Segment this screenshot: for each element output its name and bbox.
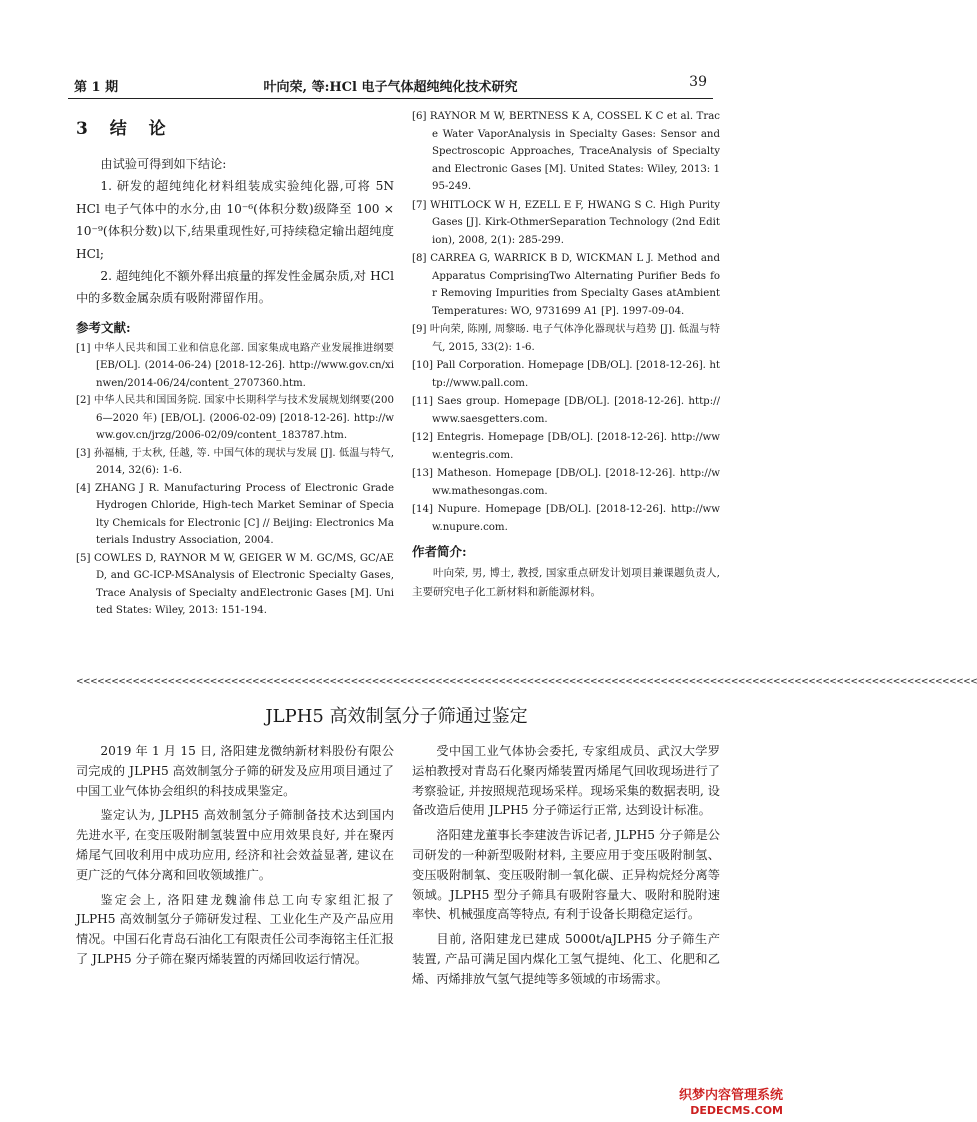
reference-item: [10] Pall Corporation. Homepage [DB/OL]. [2018-12-26]. http://www.pall.com.: [412, 360, 720, 389]
news-paragraph: 鉴定会上, 洛阳建龙魏渝伟总工向专家组汇报了 JLPH5 高效制氢分子筛研发过程、工业化生产及产品应用情况。中国石化青岛石油化工有限责任公司李海铭主任汇报了 JLPH5 分子筛在聚丙烯装置的丙烯回收运行情况。: [76, 892, 394, 966]
author-title: 作者简介:: [412, 544, 467, 559]
watermark-line-1: 织梦内容管理系统: [678, 1088, 783, 1103]
reference-item: [4] ZHANG J R. Manufacturing Process of Electronic Grade Hydrogen Chloride, High-tech Market Seminar of Specialty Chemicals for Electronic [C] // Beijing: Electronics Materials Industry Association, 2004.: [76, 482, 394, 547]
running-header: [68, 74, 713, 99]
conclusion-intro: 由试验可得到如下结论:: [100, 157, 227, 171]
news-paragraph: 目前, 洛阳建龙已建成 5000t/aJLPH5 分子筛生产装置, 产品可满足国内煤化工氢气提纯、化工、化肥和乙烯、丙烯排放气氢气提纯等多领域的市场需求。: [412, 932, 720, 986]
reference-item: [13] Matheson. Homepage [DB/OL]. [2018-12-26]. http://www.mathesongas.com.: [412, 468, 720, 497]
watermark-line-2: DEDECMS.COM: [690, 1104, 783, 1117]
reference-item: [1] 中华人民共和国工业和信息化部. 国家集成电路产业发展推进纲要 [EB/OL]. (2014-06-24) [2018-12-26]. http://www.gov.cn/xinwen/2014-06/24/content_2707360.htm.: [76, 342, 394, 389]
watermark-logo: [679, 1088, 783, 1118]
author-bio: 叶向荣, 男, 博士, 教授, 国家重点研发计划项目兼课题负责人, 主要研究电子化工新材料和新能源材料。: [412, 567, 720, 598]
reference-item: [12] Entegris. Homepage [DB/OL]. [2018-12-26]. http://www.entegris.com.: [412, 432, 720, 461]
reference-item: [2] 中华人民共和国国务院. 国家中长期科学与技术发展规划纲要(2006—2020 年) [EB/OL]. (2006-02-09) [2018-12-26]. http://www.gov.cn/jrzg/2006-02/09/content_183787.htm.: [76, 395, 394, 442]
news-paragraph: 鉴定认为, JLPH5 高效制氢分子筛制备技术达到国内先进水平, 在变压吸附制氢装置中应用效果良好, 并在聚丙烯尾气回收利用中成功应用, 经济和社会效益显著, 建议在更广泛的气体分离和回收领域推广。: [76, 808, 394, 882]
reference-item: [9] 叶向荣, 陈刚, 周黎旸. 电子气体净化器现状与趋势 [J]. 低温与特气, 2015, 33(2): 1-6.: [412, 324, 720, 353]
running-title: 叶向荣, 等:HCl 电子气体超纯纯化技术研究: [263, 80, 518, 95]
reference-item: [7] WHITLOCK W H, EZELL E F, HWANG S C. High Purity Gases [J]. Kirk-OthmerSeparation Technology (2nd Edition), 2008, 2(1): 285-299.: [412, 199, 720, 246]
conclusion-item-1: 1. 研发的超纯纯化材料组装成实验纯化器,可将 5N HCl 电子气体中的水分,由 10⁻⁶(体积分数)级降至 100 × 10⁻⁹(体积分数)以下,结果重现性好,可持续稳定输出超纯度 HCl;: [76, 179, 394, 261]
reference-item: [6] RAYNOR M W, BERTNESS K A, COSSEL K C et al. Trace Water VaporAnalysis in Specialty Gases: Sensor and Spectroscopic Approaches, TraceAnalysis of Specialty and Electronic Gases [M]. United States: Wiley, 2013: 195-249.: [412, 111, 720, 192]
news-paragraph: 受中国工业气体协会委托, 专家组成员、武汉大学罗运柏教授对青岛石化聚丙烯装置丙烯尾气回收现场进行了考察验证, 并按照规范现场采样。现场采集的数据表明, 设备改造后使用 JLPH5 分子筛运行正常, 达到设计标准。: [412, 744, 720, 818]
reference-item: [8] CARREA G, WARRICK B D, WICKMAN L J. Method and Apparatus ComprisingTwo Alternating Purifier Beds for Removing Impurities from Specialty Gases atAmbient Temperatures: WO, 9731699 A1 [P]. 1997-09-04.: [412, 253, 720, 317]
news-title: JLPH5 高效制氢分子筛通过鉴定: [265, 706, 528, 727]
page-number: 39: [689, 74, 707, 90]
reference-item: [11] Saes group. Homepage [DB/OL]. [2018-12-26]. http://www.saesgetters.com.: [412, 396, 720, 425]
news-left-column: [76, 742, 394, 975]
section-heading: 3 结 论: [76, 119, 174, 139]
news-right-column: [412, 742, 720, 995]
reference-item: [5] COWLES D, RAYNOR M W, GEIGER W M. GC/MS, GC/AED, and GC-ICP-MSAnalysis of Electronic Specialty Gases, Trace Analysis of Specialty andElectronic Gases [M]. United States: Wiley, 2013: 151-194.: [76, 552, 394, 617]
issue-label: 第 1 期: [74, 80, 119, 95]
news-paragraph: 2019 年 1 月 15 日, 洛阳建龙微纳新材料股份有限公司完成的 JLPH5 高效制氢分子筛的研发及应用项目通过了中国工业气体协会组织的科技成果鉴定。: [76, 744, 394, 798]
references-title: 参考文献:: [76, 319, 131, 335]
reference-item: [14] Nupure. Homepage [DB/OL]. [2018-12-26]. http://www.nupure.com.: [412, 504, 720, 533]
left-column: [76, 112, 394, 620]
reference-item: [3] 孙福楠, 于太秋, 任越, 等. 中国气体的现状与发展 [J]. 低温与特气, 2014, 32(6): 1-6.: [76, 447, 394, 477]
right-column: [412, 108, 720, 602]
news-paragraph: 洛阳建龙董事长李建波告诉记者, JLPH5 分子筛是公司研发的一种新型吸附材料, 主要应用于变压吸附制氢、变压吸附制氧、变压吸附制一氧化碳、正异构烷烃分离等领域。JLPH5 型分子筛具有吸附容量大、吸附和脱附速率快、机械强度高等特点, 有利于设备长期稳定运行。: [412, 828, 720, 922]
conclusion-item-2: 2. 超纯纯化不额外释出痕量的挥发性金属杂质,对 HCl 中的多数金属杂质有吸附滞留作用。: [76, 269, 394, 306]
section-divider: <<<<<<<<<<<<<<<<<<<<<<<<<<<<<<<<<<<<<<<<<<<<<<<<<<<<<<<<<<<<<<<<<<<<<<<<<<<<<<<<<<<<<<<<<<<<<<<<<<<<<<<<<<<<<<<<<<<<<<<<<<<<<<<<: [76, 677, 977, 687]
